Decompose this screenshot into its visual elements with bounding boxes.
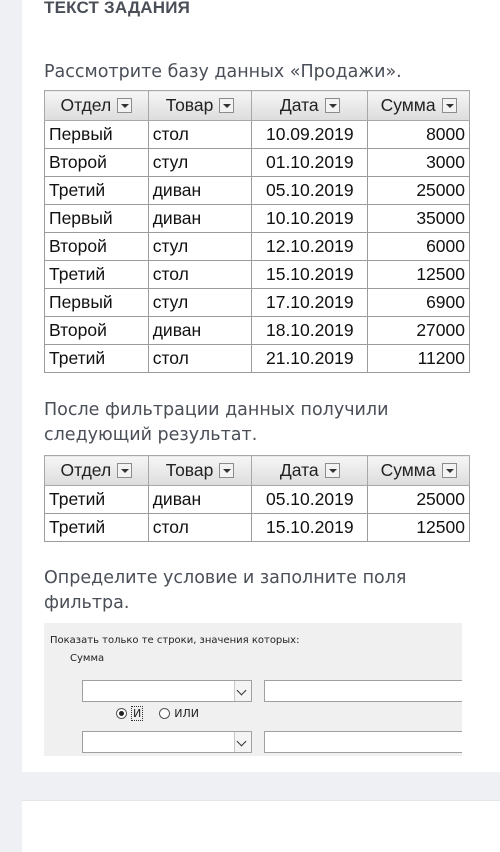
sales-table bbox=[44, 90, 470, 373]
table-cell: 05.10.2019 bbox=[252, 177, 368, 205]
table-cell: диван bbox=[148, 317, 252, 345]
table-row bbox=[45, 149, 470, 177]
table-cell: 01.10.2019 bbox=[252, 149, 368, 177]
table-cell: диван bbox=[148, 205, 252, 233]
column-header[interactable]: Отдел bbox=[45, 456, 149, 486]
table-cell: 27000 bbox=[368, 317, 470, 345]
column-header[interactable]: Сумма bbox=[368, 91, 470, 121]
filter-active-icon[interactable] bbox=[442, 463, 457, 478]
table-cell: Третий bbox=[45, 177, 149, 205]
table-cell: 12500 bbox=[368, 514, 470, 542]
table-cell: Второй bbox=[45, 149, 149, 177]
or-radio[interactable] bbox=[159, 708, 170, 719]
table-cell: Третий bbox=[45, 486, 149, 514]
column-header[interactable]: Дата bbox=[252, 456, 368, 486]
condition-1-operator-select[interactable] bbox=[82, 680, 252, 702]
table-cell: стол bbox=[148, 121, 252, 149]
table-cell: диван bbox=[148, 177, 252, 205]
table-cell: стол bbox=[148, 261, 252, 289]
table-cell: 25000 bbox=[368, 177, 470, 205]
table-cell: 17.10.2019 bbox=[252, 289, 368, 317]
column-header[interactable]: Дата bbox=[252, 91, 368, 121]
table-cell: стул bbox=[148, 289, 252, 317]
table-cell: стул bbox=[148, 233, 252, 261]
table-cell: стул bbox=[148, 149, 252, 177]
table-row bbox=[45, 177, 470, 205]
table-cell: 05.10.2019 bbox=[252, 486, 368, 514]
table-cell: 6900 bbox=[368, 289, 470, 317]
table-cell: стол bbox=[148, 345, 252, 373]
table-row bbox=[45, 486, 470, 514]
filter-dropdown-icon[interactable] bbox=[442, 98, 457, 113]
filter-dropdown-icon[interactable] bbox=[117, 98, 132, 113]
table-cell: 35000 bbox=[368, 205, 470, 233]
condition-2-value-input[interactable] bbox=[264, 731, 462, 753]
filter-title: Показать только те строки, значения которых: bbox=[50, 635, 300, 646]
table-row bbox=[45, 261, 470, 289]
table-header-row bbox=[45, 91, 470, 121]
filter-field-label: Сумма bbox=[70, 653, 105, 664]
column-header[interactable]: Сумма bbox=[368, 456, 470, 486]
logic-radio-group bbox=[116, 706, 199, 721]
column-header[interactable]: Отдел bbox=[45, 91, 149, 121]
or-radio-label[interactable]: ИЛИ bbox=[174, 707, 199, 720]
table-cell: 18.10.2019 bbox=[252, 317, 368, 345]
sales-table-container bbox=[44, 90, 470, 380]
and-radio-label[interactable]: И bbox=[133, 707, 142, 720]
table-cell: Третий bbox=[45, 514, 149, 542]
filtered-table bbox=[44, 455, 470, 542]
table-row bbox=[45, 317, 470, 345]
and-radio[interactable] bbox=[116, 708, 127, 719]
table-cell: Второй bbox=[45, 233, 149, 261]
filter-dropdown-icon[interactable] bbox=[325, 98, 340, 113]
table-cell: 15.10.2019 bbox=[252, 261, 368, 289]
task-text-intro: Рассмотрите базу данных «Продажи». bbox=[44, 62, 402, 82]
table-row bbox=[45, 289, 470, 317]
task-text-instruction: Определите условие и заполните поля фильтра. bbox=[44, 568, 407, 613]
table-cell: Третий bbox=[45, 261, 149, 289]
table-cell: стол bbox=[148, 514, 252, 542]
table-cell: 25000 bbox=[368, 486, 470, 514]
column-header[interactable]: Товар bbox=[148, 91, 252, 121]
table-cell: 12.10.2019 bbox=[252, 233, 368, 261]
column-header[interactable]: Товар bbox=[148, 456, 252, 486]
table-row bbox=[45, 233, 470, 261]
table-row bbox=[45, 345, 470, 373]
condition-2-operator-select[interactable] bbox=[82, 731, 252, 753]
table-cell: диван bbox=[148, 486, 252, 514]
filter-dropdown-icon[interactable] bbox=[219, 98, 234, 113]
table-header-row bbox=[45, 456, 470, 486]
table-cell: 8000 bbox=[368, 121, 470, 149]
table-cell: 10.09.2019 bbox=[252, 121, 368, 149]
task-text-result: После фильтрации данных получили следующий результат. bbox=[44, 400, 389, 445]
table-cell: 11200 bbox=[368, 345, 470, 373]
answer-card bbox=[22, 800, 500, 852]
custom-filter-dialog bbox=[44, 623, 462, 756]
table-cell: 12500 bbox=[368, 261, 470, 289]
chevron-down-icon[interactable] bbox=[234, 732, 251, 752]
condition-1-value-input[interactable] bbox=[264, 680, 462, 702]
table-cell: Первый bbox=[45, 121, 149, 149]
chevron-down-icon[interactable] bbox=[234, 681, 251, 701]
table-cell: Первый bbox=[45, 289, 149, 317]
table-cell: Третий bbox=[45, 345, 149, 373]
filter-dropdown-icon[interactable] bbox=[117, 463, 132, 478]
table-cell: 15.10.2019 bbox=[252, 514, 368, 542]
table-row bbox=[45, 205, 470, 233]
task-header: ТЕКСТ ЗАДАНИЯ bbox=[44, 0, 191, 17]
table-cell: Второй bbox=[45, 317, 149, 345]
filter-dropdown-icon[interactable] bbox=[325, 463, 340, 478]
filter-dropdown-icon[interactable] bbox=[219, 463, 234, 478]
table-cell: 10.10.2019 bbox=[252, 205, 368, 233]
table-cell: 3000 bbox=[368, 149, 470, 177]
table-cell: 6000 bbox=[368, 233, 470, 261]
table-cell: Первый bbox=[45, 205, 149, 233]
table-row bbox=[45, 121, 470, 149]
table-cell: 21.10.2019 bbox=[252, 345, 368, 373]
table-row bbox=[45, 514, 470, 542]
